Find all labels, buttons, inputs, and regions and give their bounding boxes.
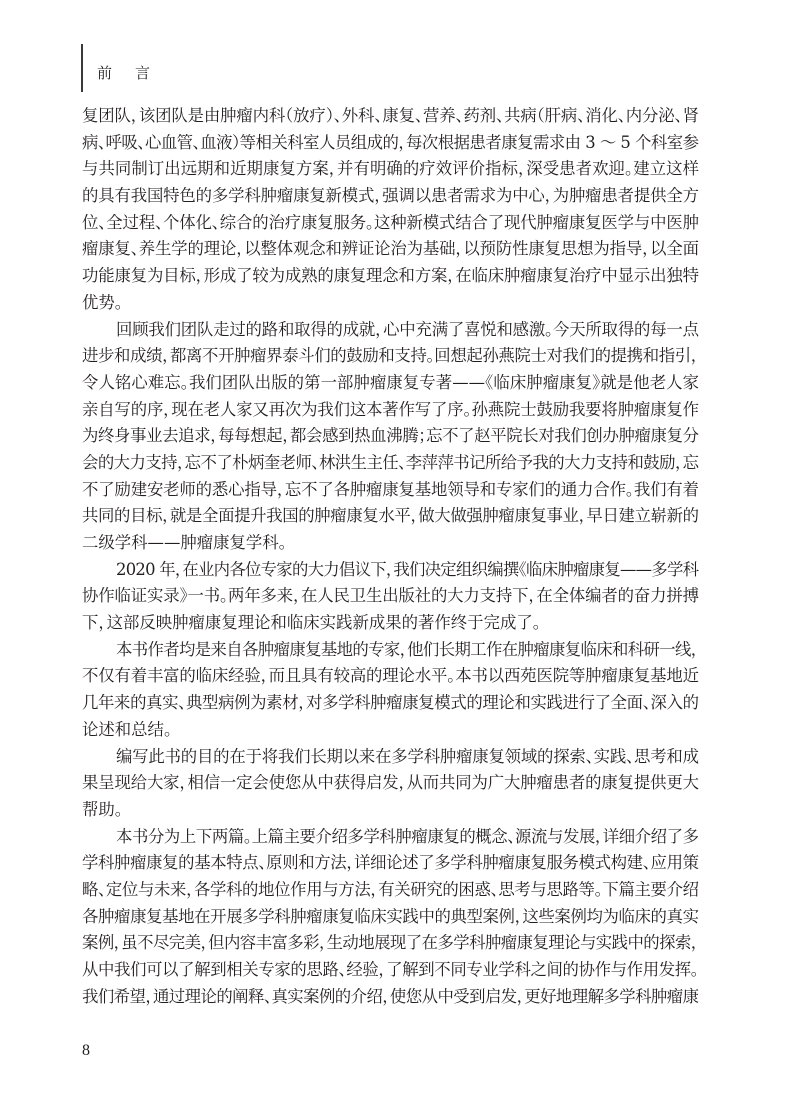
line-text: 论述和总结。 xyxy=(82,719,173,739)
text-line xyxy=(82,343,699,370)
text-line xyxy=(82,156,699,183)
paragraph xyxy=(82,557,699,637)
line-text: 不仅有着丰富的临床经验，而且具有较高的理论水平。本书以西苑医院等肿瘤康复基地近 xyxy=(82,666,699,686)
text-line xyxy=(82,877,699,904)
line-text: 与共同制订出远期和近期康复方案，并有明确的疗效评价指标，深受患者欢迎。建立这样 xyxy=(82,159,700,179)
line-text: 协作临证实录》一书。两年多来，在人民卫生出版社的大力支持下，在全体编者的奋力拼搏 xyxy=(82,586,699,606)
text-line xyxy=(116,317,699,344)
line-text: 二级学科——肿瘤康复学科。 xyxy=(82,533,287,552)
text-line xyxy=(82,103,699,130)
text-line xyxy=(116,637,699,664)
line-text: 令人铭心难忘。我们团队出版的第一部肿瘤康复专著——《临床肿瘤康复》就是他老人家 xyxy=(82,372,700,392)
line-text: 进步和成绩，都离不开肿瘤界泰斗们的鼓励和支持。回想起孙燕院士对我们的提携和指引， xyxy=(82,346,699,366)
line-text: 共同的目标，就是全面提升我国的肿瘤康复水平，做大做强肿瘤康复事业，早日建立崭新的 xyxy=(82,506,699,526)
line-text: 回顾我们团队走过的路和取得的成就，心中充满了喜悦和感激。今天所取得的每一点 xyxy=(116,319,699,339)
body-text xyxy=(82,103,699,1010)
paragraph xyxy=(82,103,699,317)
text-line xyxy=(82,957,699,984)
text-line xyxy=(82,770,699,797)
text-line xyxy=(82,183,699,210)
text-line xyxy=(82,263,699,290)
paragraph xyxy=(82,824,699,1011)
text-line xyxy=(82,583,699,610)
text-line xyxy=(82,477,699,504)
line-text: 编写此书的目的在于将我们长期以来在多学科肿瘤康复领域的探索、实践、思考和成 xyxy=(116,746,699,766)
line-text: 本书分为上下两篇。上篇主要介绍多学科肿瘤康复的概念、源流与发展，详细介绍了多 xyxy=(116,826,699,846)
text-line xyxy=(82,423,699,450)
text-line xyxy=(82,397,699,424)
line-text: 病、呼吸、心血管、血液）等相关科室人员组成的，每次根据患者康复需求由 3 ～ 5 个科室参 xyxy=(82,132,699,152)
line-text: 2020 年，在业内各位专家的大力倡议下，我们决定组织编撰《临床肿瘤康复——多学科 xyxy=(116,559,699,579)
text-line xyxy=(82,904,699,931)
text-line xyxy=(82,503,699,530)
line-text: 从中我们可以了解到相关专家的思路、经验，了解到不同专业学科之间的协作与作用发挥。 xyxy=(82,960,699,979)
paragraph xyxy=(82,744,699,824)
line-text: 功能康复为目标，形成了较为成熟的康复理念和方案，在临床肿瘤康复治疗中显示出独特 xyxy=(82,266,699,286)
paragraph xyxy=(82,637,699,744)
line-text: 瘤康复、养生学的理论，以整体观念和辨证论治为基础，以预防性康复思想为指导，以全面 xyxy=(82,239,699,259)
line-text: 略、定位与未来，各学科的地位作用与方法，有关研究的困惑、思考与思路等。下篇主要介绍 xyxy=(82,879,699,899)
text-line xyxy=(82,690,699,717)
paragraph xyxy=(82,317,699,557)
line-text: 位、全过程、个体化、综合的治疗康复服务。这种新模式结合了现代肿瘤康复医学与中医肿 xyxy=(82,212,699,232)
text-line xyxy=(82,236,699,263)
text-line xyxy=(82,610,699,637)
line-text: 几年来的真实、典型病例为素材，对多学科肿瘤康复模式的理论和实践进行了全面、深入的 xyxy=(82,693,699,713)
line-text: 本书作者均是来自各肿瘤康复基地的专家，他们长期工作在肿瘤康复临床和科研一线， xyxy=(116,639,699,659)
line-text: 的具有我国特色的多学科肿瘤康复新模式，强调以患者需求为中心，为肿瘤患者提供全方 xyxy=(82,186,699,206)
line-text: 果呈现给大家，相信一定会使您从中获得启发，从而共同为广大肿瘤患者的康复提供更大 xyxy=(82,773,699,793)
line-text: 学科肿瘤康复的基本特点、原则和方法，详细论述了多学科肿瘤康复服务模式构建、应用策 xyxy=(82,853,699,873)
line-text: 下，这部反映肿瘤康复理论和临床实践新成果的著作终于完成了。 xyxy=(82,613,541,633)
text-line xyxy=(82,450,699,477)
line-text: 各肿瘤康复基地在开展多学科肿瘤康复临床实践中的典型案例，这些案例均为临床的真实 xyxy=(82,906,699,926)
text-line xyxy=(82,717,699,744)
text-line xyxy=(82,850,699,877)
text-line xyxy=(116,824,699,851)
text-line xyxy=(82,930,699,957)
line-text: 优势。 xyxy=(82,292,123,312)
text-line xyxy=(82,290,699,317)
text-line xyxy=(82,984,699,1011)
line-text: 帮助。 xyxy=(82,799,123,819)
text-line xyxy=(82,210,699,237)
line-text: 亲自写的序，现在老人家又再次为我们这本著作写了序。孙燕院士鼓励我要将肿瘤康复作 xyxy=(82,399,699,419)
header-rule xyxy=(81,44,83,92)
line-text: 为终身事业去追求，每每想起，都会感到热血沸腾；忘不了赵平院长对我们创办肿瘤康复分 xyxy=(82,426,699,446)
line-text: 案例，虽不尽完美，但内容丰富多彩，生动地展现了在多学科肿瘤康复理论与实践中的探索， xyxy=(82,933,699,953)
text-line xyxy=(116,557,699,584)
text-line xyxy=(82,663,699,690)
section-title: 前 言 xyxy=(97,64,155,82)
page-number: 8 xyxy=(82,1042,90,1059)
text-line xyxy=(82,530,699,557)
text-line xyxy=(82,130,699,157)
text-line xyxy=(116,744,699,771)
text-line xyxy=(82,370,699,397)
line-text: 我们希望，通过理论的阐释、真实案例的介绍，使您从中受到启发，更好地理解多学科肿瘤康 xyxy=(82,986,699,1006)
line-text: 复团队，该团队是由肿瘤内科（放疗）、外科、康复、营养、药剂、共病（肝病、消化、内分泌、肾 xyxy=(82,106,699,125)
text-line xyxy=(82,797,699,824)
line-text: 会的大力支持，忘不了朴炳奎老师、林洪生主任、李萍萍书记所给予我的大力支持和鼓励，忘 xyxy=(82,452,699,472)
line-text: 不了励建安老师的悉心指导，忘不了各肿瘤康复基地领导和专家们的通力合作。我们有着 xyxy=(82,479,699,499)
